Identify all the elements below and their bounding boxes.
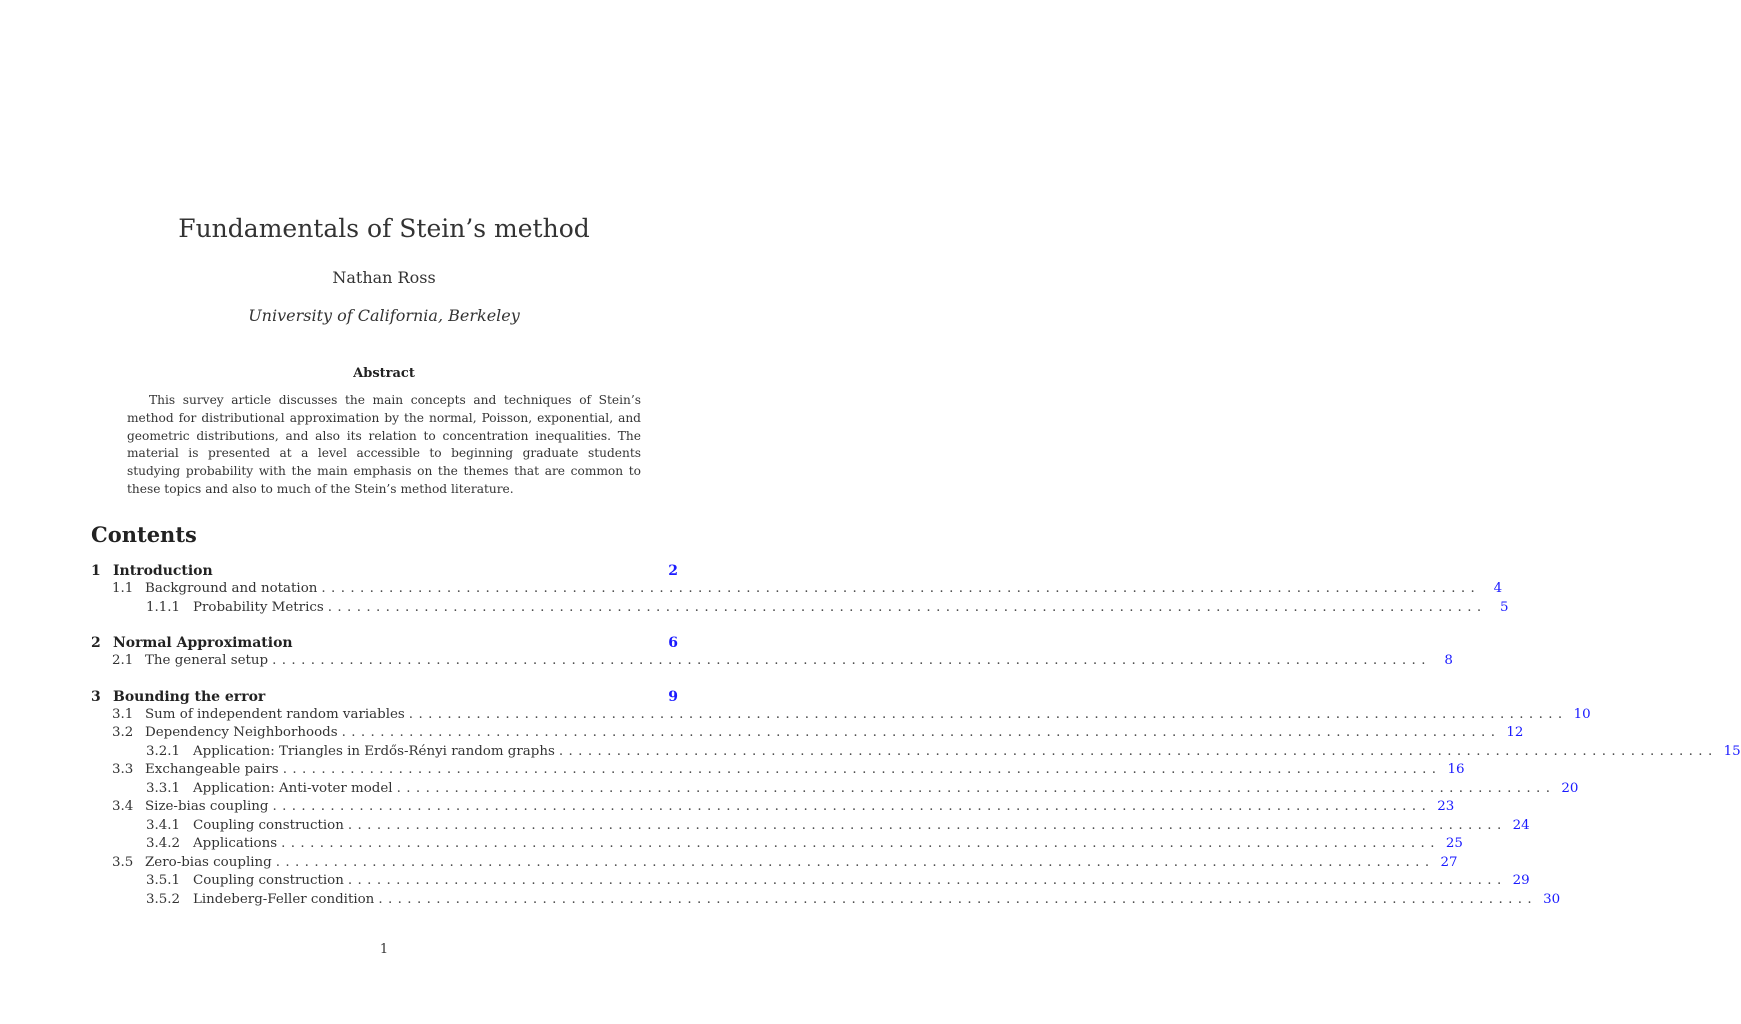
toc-entry[interactable] [91, 873, 1530, 892]
toc-page-link[interactable]: 8 [1444, 653, 1453, 668]
toc-section-title: Bounding the error [113, 688, 266, 705]
toc-leader-dots: ........................................................................................................................ [272, 653, 1431, 668]
toc-entry-title: Sum of independent random variables [145, 706, 405, 722]
toc-leader-dots: ........................................................................................................................ [272, 799, 1432, 814]
toc-section-title: Introduction [113, 563, 213, 579]
toc-page-link[interactable]: 24 [1512, 817, 1530, 833]
toc-entry-title: Zero-bias coupling [145, 854, 272, 870]
toc-entry-number: 3.5.1 [146, 873, 181, 888]
toc-entry-title: Application: Anti-voter model [193, 780, 393, 796]
toc-entry-title: The general setup [145, 653, 269, 668]
contents-heading: Contents [91, 522, 197, 547]
toc-page-link[interactable]: 16 [1447, 762, 1465, 777]
toc-entry-number: 1.1.1 [146, 599, 181, 615]
toc-page-link[interactable]: 5 [1499, 599, 1509, 615]
paper-title: Fundamentals of Stein’s method [178, 214, 590, 243]
toc-leader-dots: ........................................................................................................................ [347, 817, 1507, 833]
toc-leader-dots: ........................................................................................................................ [275, 854, 1435, 870]
toc-section[interactable] [91, 635, 678, 653]
toc-section[interactable] [91, 689, 678, 707]
toc-entry[interactable] [91, 706, 1591, 726]
toc-entry[interactable] [91, 762, 1465, 781]
toc-leader-dots: ........................................................................................................................ [281, 836, 1440, 851]
toc-entry-title: Size-bias coupling [145, 799, 269, 814]
toc-section-number: 3 [91, 688, 101, 705]
toc-entry-number: 3.2.1 [146, 743, 181, 759]
abstract-text: This survey article discusses the main concepts and techniques of Stein’s method for distributional approximation by the normal, Poisson, exponential, and geometric distributions, and also its relation to concentration inequalities. The material is presented at a level accessible to beginning graduate students studying probability with the main emphasis on the themes that are common to these topics and also to much of the Stein’s method literature. [127, 393, 641, 496]
toc-page-link[interactable]: 30 [1543, 891, 1561, 907]
toc-entry-number: 3.5.2 [146, 891, 181, 907]
toc-leader-dots: ........................................................................................................................ [327, 599, 1487, 615]
toc-entry[interactable] [91, 854, 1458, 874]
toc-section-number: 2 [91, 635, 101, 651]
toc-entry[interactable] [91, 780, 1579, 800]
toc-leader-dots: ........................................................................................................................ [282, 762, 1442, 777]
toc-page-link[interactable]: 12 [1506, 725, 1524, 740]
toc-entry-title: Probability Metrics [193, 599, 324, 615]
toc-entry-number: 3.1 [112, 706, 134, 722]
toc-entry[interactable] [91, 581, 1503, 600]
toc-entry-number: 3.4.2 [146, 836, 181, 851]
affiliation: University of California, Berkeley [248, 306, 520, 325]
toc-leader-dots: ........................................................................................................................ [321, 581, 1481, 596]
toc-entry-number: 3.4.1 [146, 817, 181, 833]
toc-section[interactable] [91, 563, 678, 581]
abstract-heading: Abstract [353, 366, 415, 381]
toc-entry-number: 3.5 [112, 854, 134, 870]
toc-leader-dots: ........................................................................................................................ [347, 873, 1507, 888]
toc-section-gap [91, 672, 678, 689]
toc-page-link[interactable]: 2 [668, 563, 678, 579]
toc-page-link[interactable]: 20 [1561, 780, 1579, 796]
toc-leader-dots: ........................................................................................................................ [408, 706, 1568, 722]
toc-entry-title: Application: Triangles in Erdős-Rényi random graphs [193, 743, 555, 759]
toc-entry[interactable] [91, 836, 1463, 855]
toc-entry-number: 3.2 [112, 725, 134, 740]
toc-entry-title: Lindeberg-Feller condition [193, 891, 375, 907]
toc-page-link[interactable]: 6 [668, 635, 678, 651]
toc-page-link[interactable]: 29 [1512, 873, 1530, 888]
toc-entry-number: 1.1 [112, 581, 134, 596]
toc-entry-number: 3.3.1 [146, 780, 181, 796]
toc-entry[interactable] [91, 653, 1453, 672]
toc-entry[interactable] [91, 725, 1524, 744]
toc-entry-title: Applications [193, 836, 278, 851]
toc-page-link[interactable]: 15 [1723, 743, 1741, 759]
toc-entry[interactable] [91, 743, 1741, 763]
toc-page-link[interactable]: 25 [1445, 836, 1463, 851]
toc-entry-title: Dependency Neighborhoods [145, 725, 338, 740]
toc-page-link[interactable]: 23 [1437, 799, 1455, 814]
toc-entry-number: 2.1 [112, 653, 134, 668]
toc-page-link[interactable]: 10 [1573, 706, 1591, 722]
table-of-contents [91, 563, 1741, 910]
toc-leader-dots: ........................................................................................................................ [341, 725, 1501, 740]
toc-page-link[interactable]: 27 [1440, 854, 1458, 870]
toc-section-title: Normal Approximation [113, 635, 293, 651]
toc-entry-title: Coupling construction [193, 817, 344, 833]
toc-page-link[interactable]: 4 [1493, 581, 1503, 596]
page-number: 1 [379, 942, 389, 957]
toc-entry[interactable] [91, 599, 1509, 619]
toc-entry-number: 3.4 [112, 799, 134, 814]
toc-entry[interactable] [91, 817, 1530, 837]
author-name: Nathan Ross [332, 268, 436, 287]
toc-page-link[interactable]: 9 [668, 688, 678, 705]
toc-leader-dots: ........................................................................................................................ [396, 780, 1556, 796]
toc-leader-dots: ........................................................................................................................ [378, 891, 1538, 907]
toc-section-number: 1 [91, 563, 101, 579]
toc-entry[interactable] [91, 891, 1561, 911]
toc-entry-title: Background and notation [145, 581, 318, 596]
toc-entry-title: Exchangeable pairs [145, 762, 279, 777]
toc-entry[interactable] [91, 799, 1455, 818]
toc-leader-dots: ........................................................................................................................ [558, 743, 1718, 759]
toc-entry-title: Coupling construction [193, 873, 344, 888]
toc-section-gap [91, 618, 678, 635]
toc-entry-number: 3.3 [112, 762, 134, 777]
